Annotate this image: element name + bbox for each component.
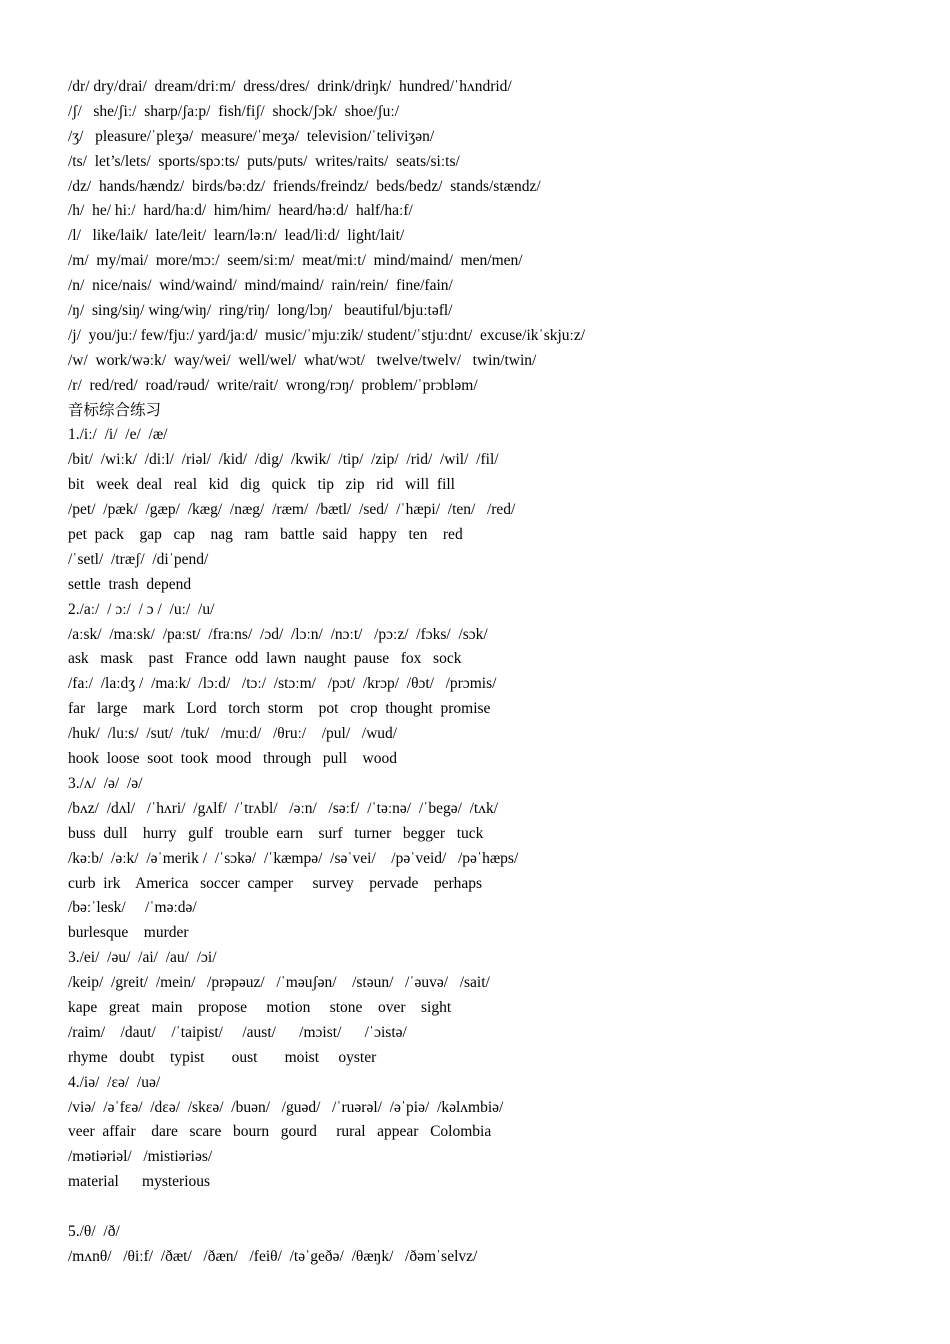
exercise-5-heading: 5./θ/ /ð/	[68, 1222, 120, 1240]
exercise-4-words-a: veer affair dare scare bourn gourd rural appear Colombia	[68, 1123, 492, 1141]
section-heading: 音标综合练习	[68, 401, 162, 419]
exercise-4-heading: 4./iə/ /ɛə/ /uə/	[68, 1073, 161, 1091]
phonetics-text-block	[68, 75, 928, 1270]
exercise-3b-phonetics-a: /keip/ /greit/ /mein/ /prəpəuz/ /ˈməuʃən/ /stəun/ /ˈəuvə/ /sait/	[68, 974, 490, 992]
text-line-ts: /ts/ let’s/lets/ sports/spɔːts/ puts/puts/ writes/raits/ seats/siːts/	[68, 152, 460, 170]
exercise-1-heading: 1./iː/ /i/ /e/ /æ/	[68, 426, 168, 444]
text-line-n: /n/ nice/nais/ wind/waind/ mind/maind/ rain/rein/ fine/fain/	[68, 277, 453, 295]
exercise-3-words-b: curb irk America soccer camper survey pervade perhaps	[68, 874, 483, 892]
exercise-1-phonetics-b: /pet/ /pæk/ /gæp/ /kæg/ /næg/ /ræm/ /bætl/ /sed/ /ˈhæpi/ /ten/ /red/	[68, 501, 516, 519]
exercise-3-phonetics-a: /bʌz/ /dʌl/ /ˈhʌri/ /gʌlf/ /ˈtrʌbl/ /əːn/ /səːf/ /ˈtəːnə/ /ˈbegə/ /tʌk/	[68, 799, 499, 817]
exercise-2-heading: 2./aː/ / ɔː/ / ɔ / /uː/ /u/	[68, 600, 215, 618]
text-line-j: /j/ you/juː/ few/fjuː/ yard/jaːd/ music/ˈmjuːzik/ student/ˈstjuːdnt/ excuse/ikˈskjuːz/	[68, 326, 586, 344]
text-line-zh: /ʒ/ pleasure/ˈpleʒə/ measure/ˈmeʒə/ television/ˈteliviʒən/	[68, 127, 435, 145]
text-line-sh: /ʃ/ she/ʃiː/ sharp/ʃaːp/ fish/fiʃ/ shock/ʃɔk/ shoe/ʃuː/	[68, 102, 400, 120]
exercise-2-words-c: hook loose soot took mood through pull wood	[68, 750, 397, 768]
exercise-4-phonetics-b: /mətiəriəl/ /mistiəriəs/	[68, 1148, 213, 1166]
text-line-dz: /dz/ hands/hændz/ birds/bəːdz/ friends/freindz/ beds/bedz/ stands/stændz/	[68, 177, 541, 195]
exercise-3-words-c: burlesque murder	[68, 924, 189, 942]
exercise-3-phonetics-c: /bəːˈlesk/ /ˈməːdə/	[68, 899, 197, 917]
exercise-1-words-c: settle trash depend	[68, 575, 192, 593]
exercise-2-phonetics-b: /faː/ /laːdʒ / /maːk/ /lɔːd/ /tɔː/ /stɔːm/ /pɔt/ /krɔp/ /θɔt/ /prɔmis/	[68, 675, 497, 693]
exercise-3-heading: 3./ʌ/ /ə/ /ə/	[68, 774, 143, 792]
exercise-3b-words-b: rhyme doubt typist oust moist oyster	[68, 1048, 377, 1066]
exercise-4-words-b: material mysterious	[68, 1173, 211, 1191]
exercise-1-phonetics-a: /bit/ /wiːk/ /diːl/ /riəl/ /kid/ /dig/ /kwik/ /tip/ /zip/ /rid/ /wil/ /fil/	[68, 451, 499, 469]
blank-line	[68, 1195, 928, 1220]
exercise-3-phonetics-b: /kəːb/ /əːk/ /əˈmerik / /ˈsɔkə/ /ˈkæmpə/ /səˈvei/ /pəˈveid/ /pəˈhæps/	[68, 849, 519, 867]
exercise-5-phonetics-a: /mʌnθ/ /θiːf/ /ðæt/ /ðæn/ /feiθ/ /təˈgeðə/ /θæŋk/ /ðəmˈselvz/	[68, 1247, 478, 1265]
text-line-r: /r/ red/red/ road/rəud/ write/rait/ wrong/rɔŋ/ problem/ˈprɔbləm/	[68, 376, 478, 394]
exercise-2-phonetics-c: /huk/ /luːs/ /sut/ /tuk/ /muːd/ /θruː/ /pul/ /wud/	[68, 725, 398, 743]
exercise-4-phonetics-a: /viə/ /əˈfɛə/ /dɛə/ /skɛə/ /buən/ /guəd/ /ˈruərəl/ /əˈpiə/ /kəlʌmbiə/	[68, 1098, 504, 1116]
exercise-1-phonetics-c: /ˈsetl/ /træʃ/ /diˈpend/	[68, 550, 209, 568]
exercise-2-phonetics-a: /aːsk/ /maːsk/ /paːst/ /fraːns/ /ɔd/ /lɔːn/ /nɔːt/ /pɔːz/ /fɔks/ /sɔk/	[68, 625, 488, 643]
exercise-3-words-a: buss dull hurry gulf trouble earn surf turner begger tuck	[68, 824, 484, 842]
exercise-1-words-a: bit week deal real kid dig quick tip zip rid will fill	[68, 476, 455, 494]
text-line-h: /h/ he/ hiː/ hard/haːd/ him/him/ heard/həːd/ half/haːf/	[68, 202, 413, 220]
text-line-ng: /ŋ/ sing/siŋ/ wing/wiŋ/ ring/riŋ/ long/lɔŋ/ beautiful/bjuːtəfl/	[68, 302, 453, 320]
text-line-dr: /dr/ dry/drai/ dream/driːm/ dress/dres/ drink/driŋk/ hundred/ˈhʌndrid/	[68, 78, 512, 95]
exercise-1-words-b: pet pack gap cap nag ram battle said happy ten red	[68, 526, 463, 544]
exercise-3b-words-a: kape great main propose motion stone over sight	[68, 998, 452, 1016]
exercise-3b-heading: 3./ei/ /əu/ /ai/ /au/ /ɔi/	[68, 949, 217, 967]
exercise-2-words-b: far large mark Lord torch storm pot crop thought promise	[68, 700, 491, 718]
text-line-m: /m/ my/mai/ more/mɔː/ seem/siːm/ meat/miːt/ mind/maind/ men/men/	[68, 252, 523, 270]
text-line-l: /l/ like/laik/ late/leit/ learn/ləːn/ lead/liːd/ light/lait/	[68, 227, 405, 245]
exercise-3b-phonetics-b: /raim/ /daut/ /ˈtaipist/ /aust/ /mɔist/ /ˈɔistə/	[68, 1023, 407, 1041]
text-line-w: /w/ work/wəːk/ way/wei/ well/wel/ what/wɔt/ twelve/twelv/ twin/twin/	[68, 351, 537, 369]
exercise-2-words-a: ask mask past France odd lawn naught pause fox sock	[68, 650, 462, 668]
